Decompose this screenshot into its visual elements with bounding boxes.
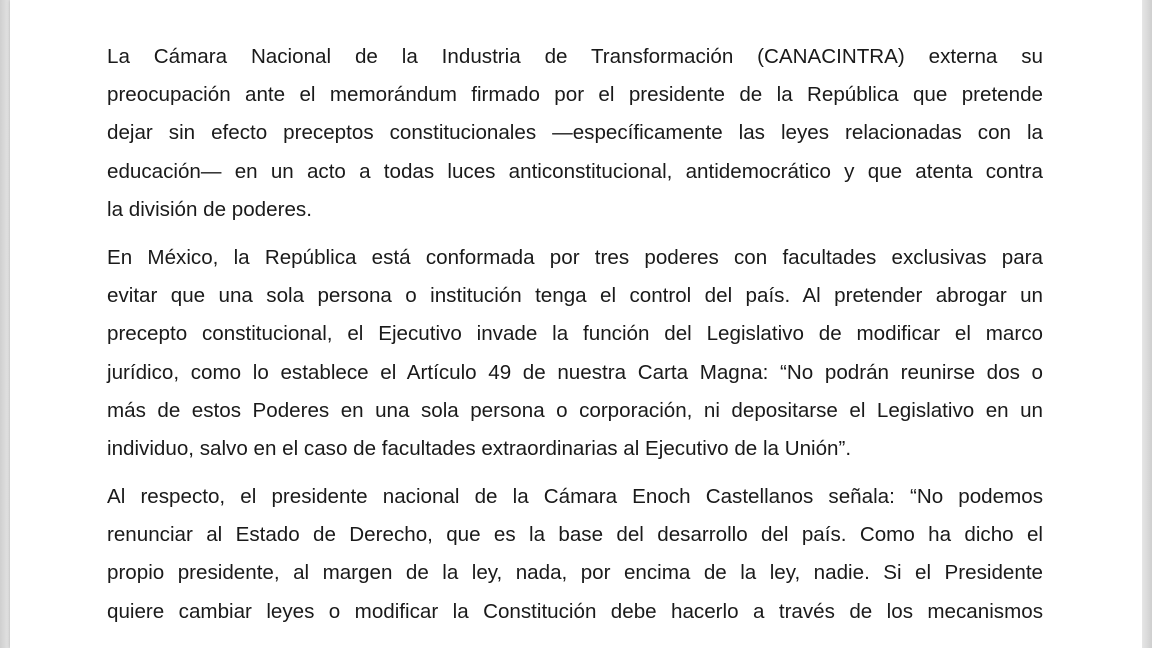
text-line: quiere cambiar leyes o modificar la Constitución debe hacerlo a través de los mecanismos bbox=[107, 599, 1043, 623]
text-line: Al respecto, el presidente nacional de la Cámara Enoch Castellanos señala: “No podemos bbox=[107, 485, 1043, 509]
text-line: jurídico, como lo establece el Artículo 49 de nuestra Carta Magna: “No podrán reunirse dos o bbox=[107, 360, 1043, 384]
page-edge-left bbox=[0, 0, 10, 648]
paragraph-president-quote bbox=[107, 478, 1043, 631]
text-line: dejar sin efecto preceptos constitucionales —específicamente las leyes relacionadas con la bbox=[107, 121, 1043, 145]
page-edge-right bbox=[1142, 0, 1152, 648]
document-page bbox=[10, 0, 1142, 648]
text-line: educación— en un acto a todas luces anticonstitucional, antidemocrático y que atenta contra bbox=[107, 159, 1043, 183]
text-line: La Cámara Nacional de la Industria de Transformación (CANACINTRA) externa su bbox=[107, 45, 1043, 68]
text-line: evitar que una sola persona o institución tenga el control del país. Al pretender abrogar un bbox=[107, 284, 1043, 308]
paragraph-canacintra-statement bbox=[107, 38, 1043, 229]
text-line: propio presidente, al margen de la ley, nada, por encima de la ley, nadie. Si el Presidente bbox=[107, 561, 1043, 585]
text-line: renunciar al Estado de Derecho, que es la base del desarrollo del país. Como ha dicho el bbox=[107, 523, 1043, 547]
text-line: preocupación ante el memorándum firmado por el presidente de la República que pretende bbox=[107, 83, 1043, 107]
text-line: precepto constitucional, el Ejecutivo invade la función del Legislativo de modificar el marco bbox=[107, 322, 1043, 346]
text-line: la división de poderes. bbox=[107, 197, 312, 221]
text-line: En México, la República está conformada por tres poderes con facultades exclusivas para bbox=[107, 245, 1043, 269]
document-body bbox=[107, 38, 1043, 641]
text-line: más de estos Poderes en una sola persona o corporación, ni depositarse el Legislativo en un bbox=[107, 398, 1043, 422]
text-line: individuo, salvo en el caso de facultades extraordinarias al Ejecutivo de la Unión”. bbox=[107, 436, 852, 460]
paragraph-separation-of-powers bbox=[107, 239, 1043, 468]
